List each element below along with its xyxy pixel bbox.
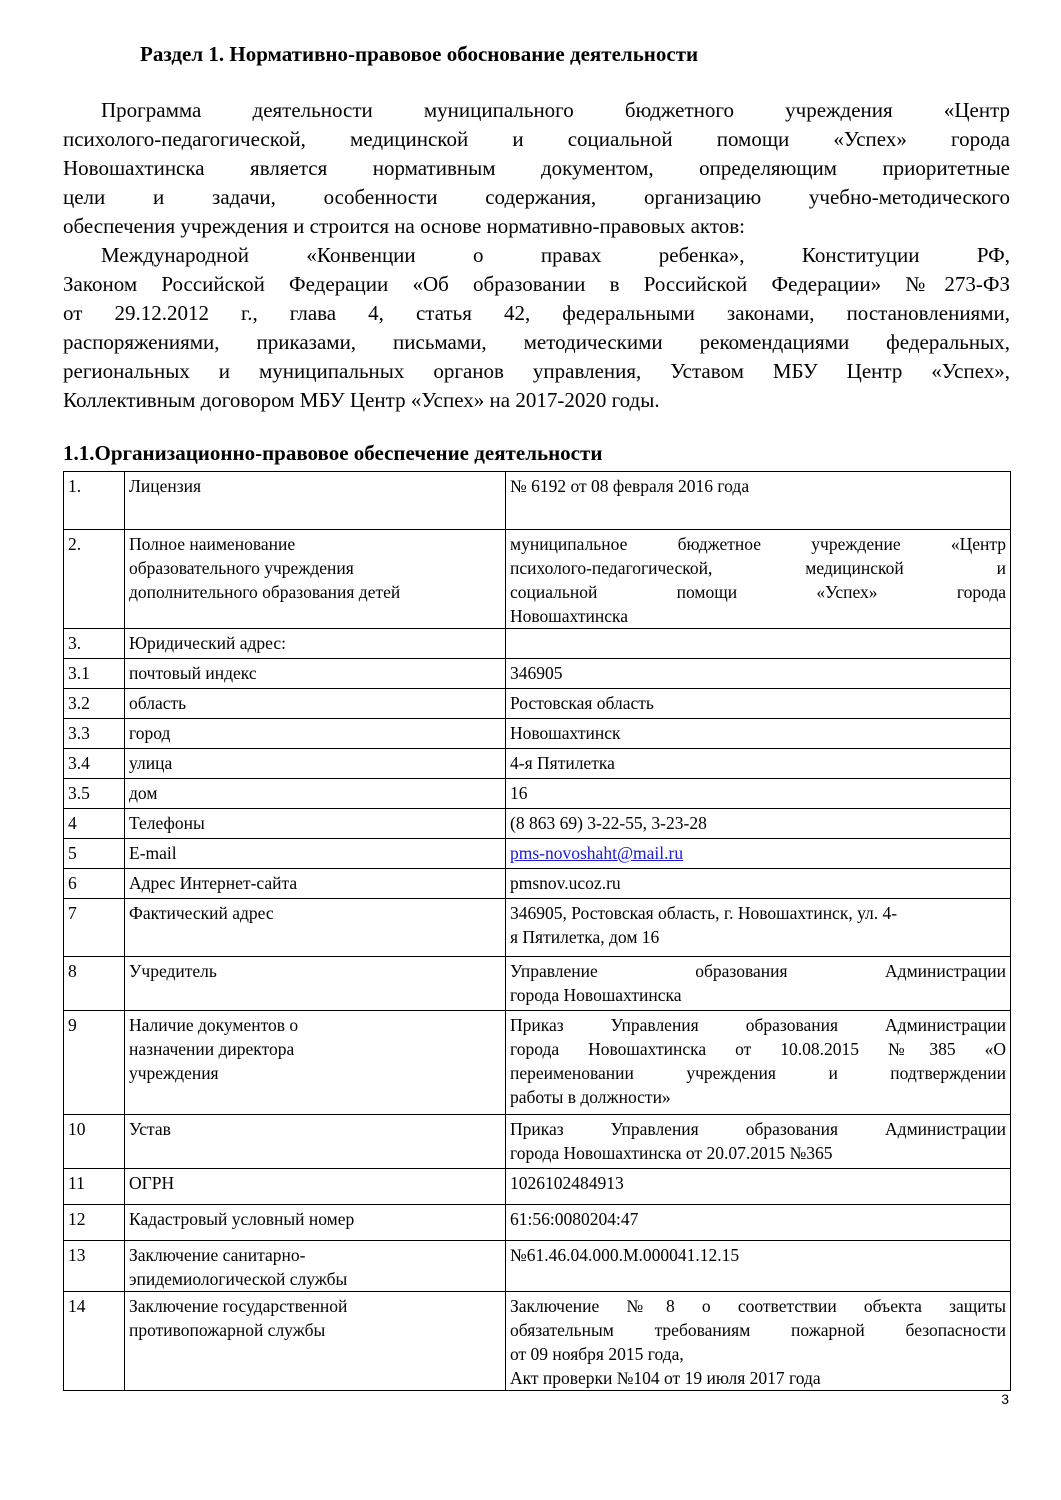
table-row — [64, 1241, 1011, 1292]
field-value-cell — [506, 1205, 1011, 1241]
row-number-cell: 3.1 — [64, 659, 125, 689]
field-name-line: Лицензия — [129, 476, 202, 496]
field-value-cell — [506, 839, 1011, 869]
table-row — [64, 779, 1011, 809]
field-name-line: Телефоны — [129, 813, 205, 833]
field-name-line: E-mail — [129, 843, 177, 863]
page-number: 3 — [1001, 1391, 1009, 1407]
subsection-title: 1.1.Организационно-правовое обеспечение деятельности — [63, 441, 603, 465]
paragraph-line: Коллективным договором МБУ Центр «Успех» на 2017-2020 годы. — [63, 388, 660, 412]
field-name-line: область — [129, 693, 187, 713]
field-name-cell — [125, 629, 506, 659]
field-value-line: № 6192 от 08 февраля 2016 года — [510, 476, 750, 496]
field-name-cell — [125, 899, 506, 957]
field-name-line: Устав — [129, 1119, 171, 1139]
field-name-cell — [125, 472, 506, 530]
section-title: Раздел 1. Нормативно-правовое обоснование деятельности — [140, 42, 699, 66]
field-value-line: города Новошахтинска — [510, 985, 682, 1005]
intro-paragraph-1 — [63, 96, 1010, 241]
field-name-line: город — [129, 723, 171, 743]
field-value-line: социальной помощи «Успех» города — [510, 582, 1006, 602]
field-value-cell — [506, 659, 1011, 689]
paragraph-line: Международной «Конвенции о правах ребенка», Конституции РФ, — [101, 243, 1010, 267]
row-number-cell: 3.3 — [64, 719, 125, 749]
field-value-cell — [506, 957, 1011, 1011]
row-number-cell: 7 — [64, 899, 125, 957]
paragraph-line: цели и задачи, особенности содержания, организацию учебно-методического — [63, 185, 1010, 209]
field-value-line: обязательным требованиям пожарной безопасности — [510, 1320, 1006, 1340]
field-value-cell — [506, 719, 1011, 749]
field-value-line: Акт проверки №104 от 19 июля 2017 года — [510, 1368, 821, 1388]
field-value-line: 61:56:0080204:47 — [510, 1209, 639, 1229]
table-row — [64, 809, 1011, 839]
field-value-line: 346905, Ростовская область, г. Новошахтинск, ул. 4- — [510, 903, 898, 923]
field-name-cell — [125, 957, 506, 1011]
field-value-line: я Пятилетка, дом 16 — [510, 927, 660, 947]
field-value-cell — [506, 1241, 1011, 1292]
row-number-cell: 5 — [64, 839, 125, 869]
field-value-cell — [506, 530, 1011, 629]
field-value-line: №61.46.04.000.М.000041.12.15 — [510, 1245, 740, 1265]
field-name-cell — [125, 869, 506, 899]
paragraph-line: региональных и муниципальных органов управления, Уставом МБУ Центр «Успех», — [63, 359, 1010, 383]
field-name-cell — [125, 1292, 506, 1391]
field-name-line: Адрес Интернет-сайта — [129, 873, 298, 893]
field-name-line: образовательного учреждения — [129, 558, 354, 578]
field-name-line: дом — [129, 783, 158, 803]
field-name-cell — [125, 530, 506, 629]
organization-info-table — [63, 471, 1011, 1391]
field-value-line: Управление образования Администрации — [510, 961, 1006, 981]
field-value-line: города Новошахтинска от 20.07.2015 №365 — [510, 1143, 833, 1163]
row-number-cell: 3.2 — [64, 689, 125, 719]
table-row — [64, 689, 1011, 719]
field-name-cell — [125, 1205, 506, 1241]
field-name-line: улица — [129, 753, 173, 773]
table-row — [64, 530, 1011, 629]
field-value-line: Приказ Управления образования Администрации — [510, 1119, 1006, 1139]
paragraph-line: от 29.12.2012 г., глава 4, статья 42, федеральными законами, постановлениями, — [63, 301, 1010, 325]
row-number-cell: 12 — [64, 1205, 125, 1241]
paragraph-line: распоряжениями, приказами, письмами, методическими рекомендациями федеральных, — [63, 330, 1010, 354]
field-name-line: Заключение государственной — [129, 1296, 348, 1316]
field-name-line: противопожарной службы — [129, 1320, 326, 1340]
field-name-line: Учредитель — [129, 961, 217, 981]
field-value-cell — [506, 899, 1011, 957]
field-value-cell — [506, 629, 1011, 659]
field-name-line: дополнительного образования детей — [129, 582, 401, 602]
table-row — [64, 629, 1011, 659]
field-name-cell — [125, 1169, 506, 1205]
field-value-line: города Новошахтинска от 10.08.2015 №385 «О — [510, 1039, 1006, 1059]
field-value-line: Заключение №8 о соответствии объекта защиты — [510, 1296, 1006, 1316]
row-number-cell: 1. — [64, 472, 125, 530]
field-name-cell — [125, 809, 506, 839]
field-value-line: переименовании учреждения и подтверждении — [510, 1063, 1006, 1083]
field-name-cell — [125, 839, 506, 869]
row-number-cell: 9 — [64, 1011, 125, 1115]
table-row — [64, 839, 1011, 869]
field-name-cell — [125, 779, 506, 809]
paragraph-line: Программа деятельности муниципального бюджетного учреждения «Центр — [101, 98, 1010, 122]
field-value-cell — [506, 472, 1011, 530]
row-number-cell: 8 — [64, 957, 125, 1011]
field-name-cell — [125, 719, 506, 749]
field-value-cell — [506, 779, 1011, 809]
field-value-line: pmsnov.ucoz.ru — [510, 873, 621, 893]
table-row — [64, 869, 1011, 899]
table-row — [64, 1115, 1011, 1169]
row-number-cell: 4 — [64, 809, 125, 839]
table-row — [64, 1169, 1011, 1205]
field-name-line: Кадастровый условный номер — [129, 1209, 355, 1229]
table-row — [64, 899, 1011, 957]
field-value-line: 4-я Пятилетка — [510, 753, 615, 773]
field-value-cell — [506, 809, 1011, 839]
table-row — [64, 659, 1011, 689]
row-number-cell: 11 — [64, 1169, 125, 1205]
row-number-cell: 13 — [64, 1241, 125, 1292]
row-number-cell: 10 — [64, 1115, 125, 1169]
table-row — [64, 1011, 1011, 1115]
paragraph-line: Законом Российской Федерации «Об образовании в Российской Федерации» №273-ФЗ — [63, 272, 1010, 296]
field-value-line: психолого-педагогической, медицинской и — [510, 558, 1006, 578]
field-value-cell — [506, 1292, 1011, 1391]
field-name-line: Фактический адрес — [129, 903, 274, 923]
field-value-line: работы в должности» — [510, 1087, 671, 1107]
field-value-line: Новошахтинск — [510, 723, 621, 743]
paragraph-line: Новошахтинска является нормативным документом, определяющим приоритетные — [63, 156, 1010, 180]
intro-paragraph-2 — [63, 241, 1010, 415]
field-name-cell — [125, 749, 506, 779]
paragraph-line: обеспечения учреждения и строится на основе нормативно-правовых актов: — [63, 214, 745, 238]
field-value-cell — [506, 689, 1011, 719]
field-value-line: муниципальное бюджетное учреждение «Центр — [510, 534, 1006, 554]
row-number-cell: 2. — [64, 530, 125, 629]
field-name-line: учреждения — [129, 1063, 219, 1083]
field-value-cell — [506, 749, 1011, 779]
table-row — [64, 1292, 1011, 1391]
field-name-cell — [125, 1241, 506, 1292]
field-name-line: назначении директора — [129, 1039, 295, 1059]
field-value-line: Ростовская область — [510, 693, 654, 713]
field-name-line: Полное наименование — [129, 534, 296, 554]
field-name-line: эпидемиологической службы — [129, 1269, 348, 1289]
paragraph-line: психолого-педагогической, медицинской и социальной помощи «Успех» города — [63, 127, 1010, 151]
field-value-cell — [506, 1169, 1011, 1205]
field-value-line: 1026102484913 — [510, 1173, 624, 1193]
field-value-line: 346905 — [510, 663, 563, 683]
field-name-cell — [125, 1011, 506, 1115]
field-name-line: почтовый индекс — [129, 663, 257, 683]
field-name-cell — [125, 659, 506, 689]
field-value-cell — [506, 869, 1011, 899]
table-row — [64, 719, 1011, 749]
field-value-line: 16 — [510, 783, 528, 803]
email-link[interactable]: pms-novoshaht@mail.ru — [510, 843, 684, 863]
row-number-cell: 14 — [64, 1292, 125, 1391]
field-name-line: ОГРН — [129, 1173, 175, 1193]
field-value-line: Приказ Управления образования Администрации — [510, 1015, 1006, 1035]
field-name-line: Наличие документов о — [129, 1015, 299, 1035]
field-value-line: Новошахтинска — [510, 606, 628, 626]
table-row — [64, 1205, 1011, 1241]
field-name-line: Заключение санитарно- — [129, 1245, 306, 1265]
row-number-cell: 3. — [64, 629, 125, 659]
field-name-cell — [125, 689, 506, 719]
table-row — [64, 957, 1011, 1011]
table-body — [64, 472, 1011, 1391]
field-value-cell — [506, 1115, 1011, 1169]
field-value-line: (8 863 69) 3-22-55, 3-23-28 — [510, 813, 707, 833]
field-value-line: от 09 ноября 2015 года, — [510, 1344, 684, 1364]
field-value-cell — [506, 1011, 1011, 1115]
table-row — [64, 472, 1011, 530]
row-number-cell: 3.5 — [64, 779, 125, 809]
row-number-cell: 3.4 — [64, 749, 125, 779]
row-number-cell: 6 — [64, 869, 125, 899]
field-name-cell — [125, 1115, 506, 1169]
table-row — [64, 749, 1011, 779]
field-name-line: Юридический адрес: — [129, 633, 287, 653]
